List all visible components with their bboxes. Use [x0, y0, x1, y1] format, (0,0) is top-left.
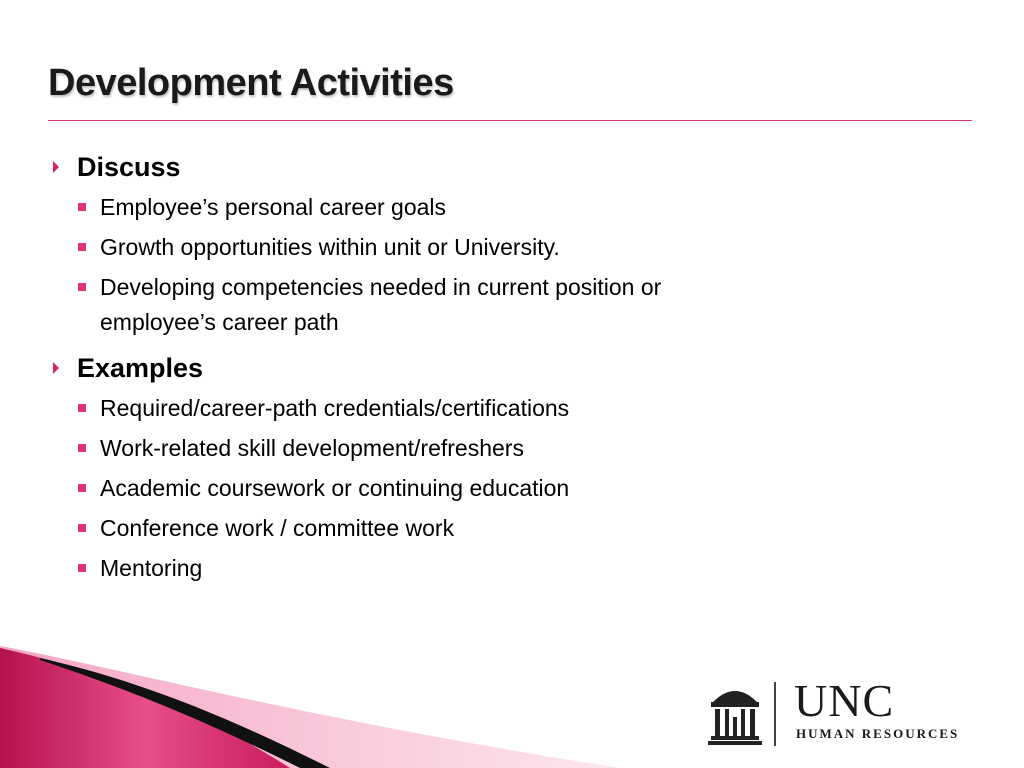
triangle-bullet-icon: [53, 362, 59, 374]
square-bullet-icon: [78, 243, 86, 251]
square-bullet-icon: [78, 203, 86, 211]
section-heading-discuss: [48, 150, 808, 184]
title-divider: [48, 120, 972, 121]
list-item-text: Growth opportunities within unit or University.: [100, 234, 560, 260]
list-item: [78, 190, 808, 225]
list-item-text: Employee’s personal career goals: [100, 194, 447, 220]
square-bullet-icon: [78, 484, 86, 492]
square-bullet-icon: [78, 564, 86, 572]
list-item: [78, 270, 808, 340]
old-well-icon: [708, 684, 762, 746]
list-item: [78, 471, 808, 506]
list-item: [78, 511, 808, 546]
slide-title: Development Activities: [48, 62, 454, 104]
list-item-text: Required/career-path credentials/certifications: [100, 395, 570, 421]
list-item: [78, 551, 808, 586]
list-item: [78, 230, 808, 265]
logo-wordmark: UNC: [794, 675, 895, 726]
square-bullet-icon: [78, 444, 86, 452]
list-item-text: Work-related skill development/refreshers: [100, 435, 524, 461]
square-bullet-icon: [78, 404, 86, 412]
list-item-text: Mentoring: [100, 555, 203, 581]
decorative-swoosh: [0, 638, 620, 768]
unc-hr-logo: [708, 675, 978, 750]
list-item: [78, 431, 808, 466]
list-item-text: Developing competencies needed in current position or employee’s career path: [100, 274, 662, 335]
triangle-bullet-icon: [53, 161, 59, 173]
slide-body: [48, 150, 808, 591]
square-bullet-icon: [78, 283, 86, 291]
section-heading-label: Discuss: [77, 152, 181, 182]
list-item-text: Conference work / committee work: [100, 515, 455, 541]
logo-divider: [774, 682, 776, 746]
section-heading-examples: [48, 351, 808, 385]
list-item-text: Academic coursework or continuing education: [100, 475, 570, 501]
section-heading-label: Examples: [77, 353, 204, 383]
logo-subtitle: HUMAN RESOURCES: [796, 726, 960, 741]
list-item: [78, 391, 808, 426]
square-bullet-icon: [78, 524, 86, 532]
